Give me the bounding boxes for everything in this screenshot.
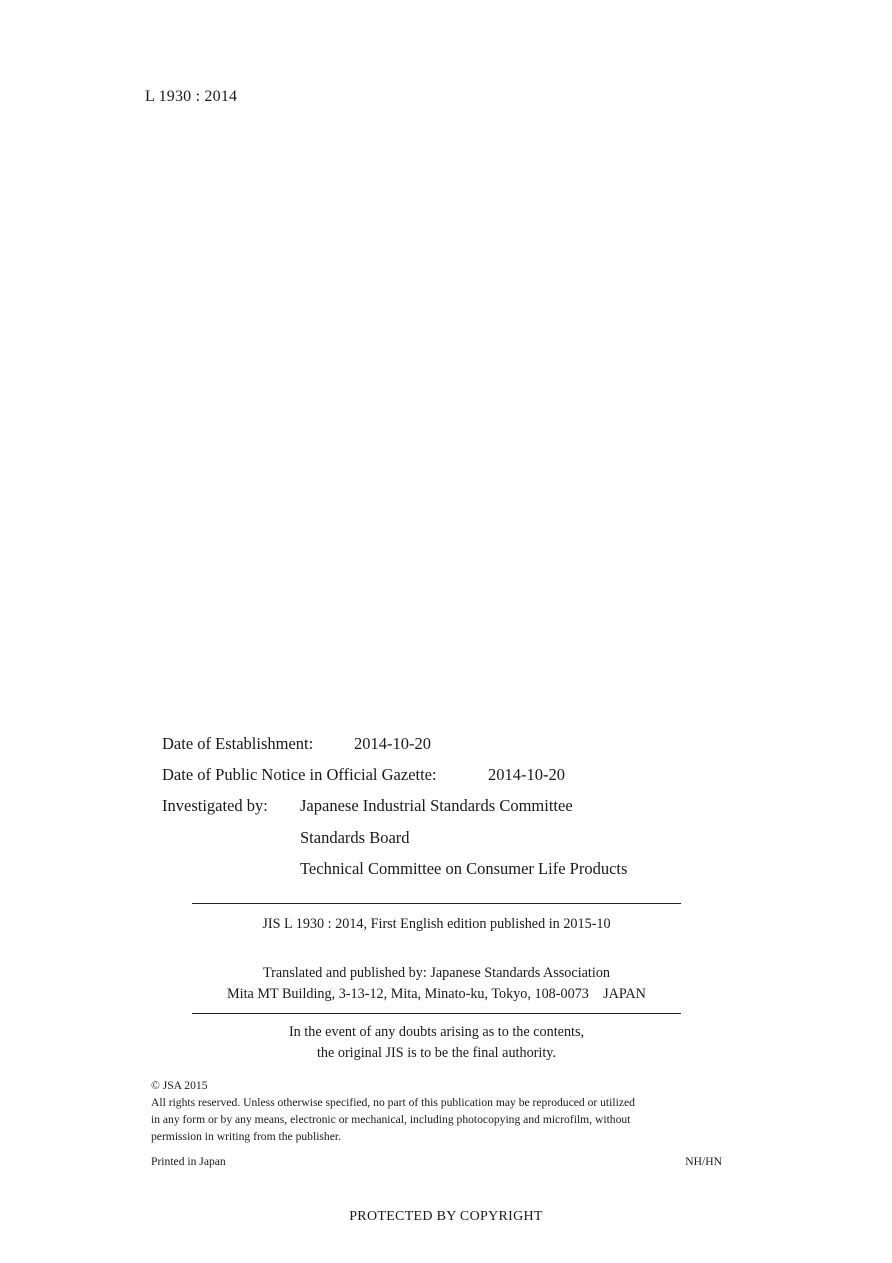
rights-line-2: in any form or by any means, electronic or mechanical, including photocopying and microfilm, without <box>151 1113 631 1126</box>
rights-line-3: permission in writing from the publisher. <box>151 1130 341 1143</box>
copyright-footer: PROTECTED BY COPYRIGHT <box>349 1209 543 1224</box>
establishment-date: 2014-10-20 <box>354 734 431 753</box>
public-notice-date: 2014-10-20 <box>488 765 565 784</box>
edition-statement: JIS L 1930 : 2014, First English edition published in 2015-10 <box>262 916 611 932</box>
standard-code-header: L 1930 : 2014 <box>145 88 238 105</box>
investigated-line-3: Technical Committee on Consumer Life Products <box>300 859 628 878</box>
printed-in: Printed in Japan <box>151 1155 226 1168</box>
publisher-country: JAPAN <box>603 986 646 1002</box>
investigated-line-1: Japanese Industrial Standards Committee <box>300 796 573 815</box>
authority-line-1: In the event of any doubts arising as to the contents, <box>288 1024 585 1040</box>
authority-line-2: the original JIS is to be the final authority. <box>316 1045 557 1061</box>
divider-top <box>192 903 681 904</box>
divider-bottom <box>192 1013 681 1014</box>
investigated-label: Investigated by: <box>162 796 268 815</box>
publisher-address <box>192 986 681 1003</box>
public-notice-label: Date of Public Notice in Official Gazette: <box>162 765 437 784</box>
rights-line-1: All rights reserved. Unless otherwise specified, no part of this publication may be reproduced or utilized <box>151 1096 635 1109</box>
publisher-address-text: Mita MT Building, 3-13-12, Mita, Minato-ku, Tokyo, 108-0073 <box>227 986 589 1002</box>
copyright-notice: © JSA 2015 <box>151 1079 208 1092</box>
print-code: NH/HN <box>685 1155 722 1168</box>
publisher-line: Translated and published by: Japanese Standards Association <box>262 965 611 981</box>
establishment-label: Date of Establishment: <box>162 734 314 753</box>
investigated-line-2: Standards Board <box>300 828 410 847</box>
